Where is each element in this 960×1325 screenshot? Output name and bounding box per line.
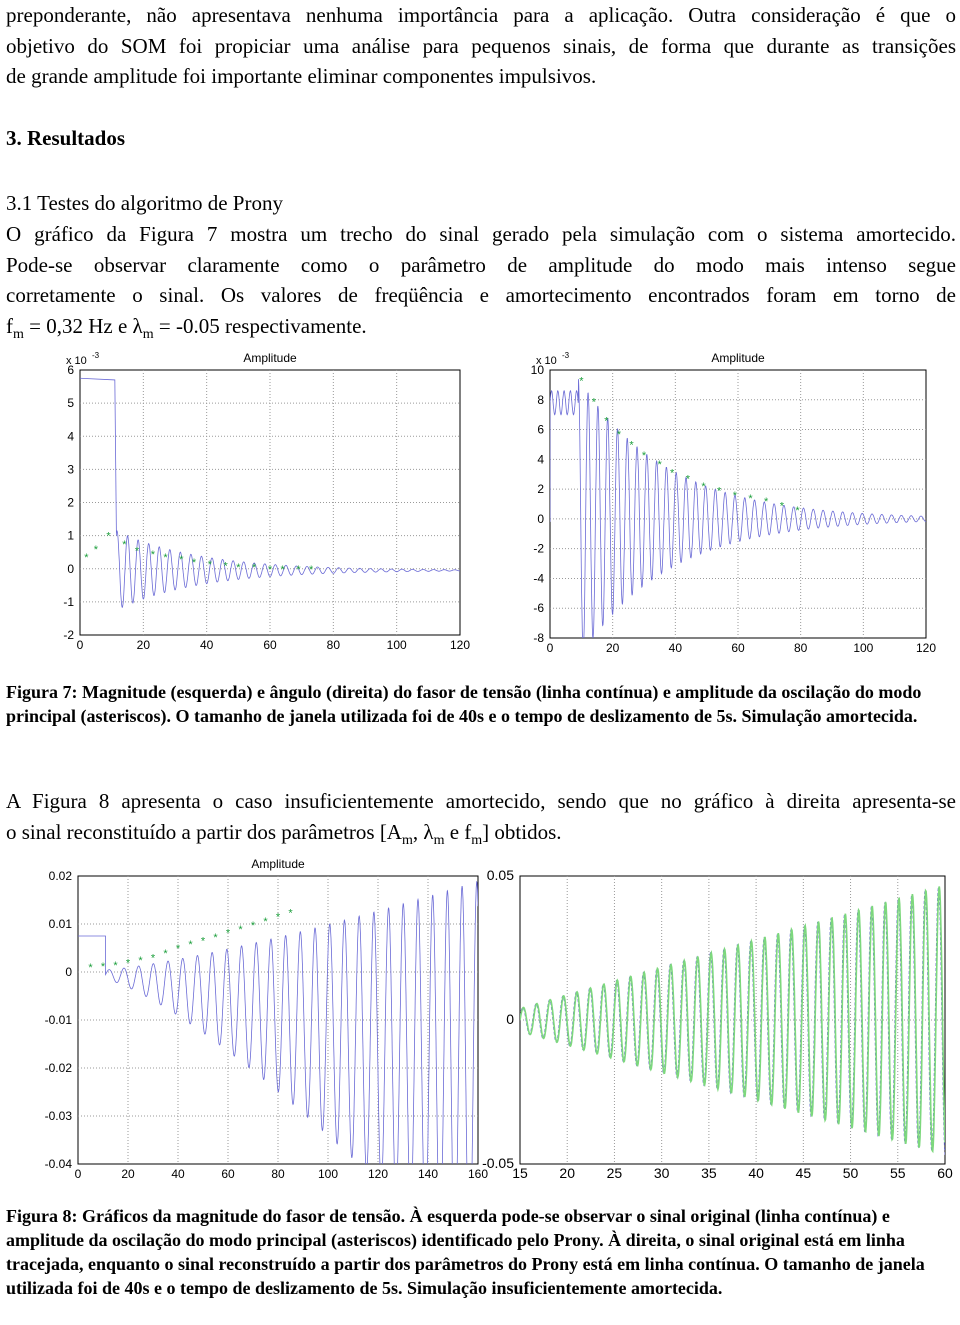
data-point-asterisk: *: [236, 562, 241, 575]
data-point-asterisk: *: [579, 375, 584, 388]
y-tick-label: -0.05: [482, 1155, 514, 1171]
x-tick-label: 60: [731, 641, 745, 655]
data-point-asterisk: *: [134, 545, 140, 558]
results-paragraph: [6, 219, 956, 350]
y-tick-label: -2: [63, 628, 74, 642]
data-point-asterisk: *: [748, 493, 753, 506]
text-line: objetivo do SOM foi propiciar uma análise para pequenos sinais, de forma que durante as transições: [6, 33, 956, 58]
data-point-asterisk: *: [125, 957, 131, 970]
x-tick-label: 100: [317, 1167, 339, 1181]
x-tick-label: 0: [546, 641, 554, 655]
y-tick-label: 0: [506, 1011, 514, 1027]
y-tick-label: -4: [533, 571, 544, 586]
data-point-asterisk: *: [717, 485, 722, 498]
intro-paragraph: [6, 0, 956, 92]
y-tick-label: 0: [67, 561, 74, 576]
x-tick-label: 30: [653, 1165, 670, 1181]
data-point-asterisk: *: [275, 911, 281, 924]
data-point-asterisk: *: [701, 481, 706, 494]
data-point-asterisk: *: [685, 473, 691, 486]
data-point-asterisk: *: [288, 907, 293, 920]
data-point-asterisk: *: [213, 931, 218, 944]
data-point-asterisk: *: [200, 935, 206, 948]
data-point-asterisk: *: [267, 563, 273, 576]
plot-frame: [550, 370, 926, 638]
data-point-asterisk: *: [179, 553, 184, 566]
x-tick-label: 140: [417, 1167, 439, 1181]
y-tick-label: 2: [67, 495, 74, 510]
data-point-asterisk: *: [188, 939, 193, 952]
data-point-asterisk: *: [591, 396, 597, 409]
x-tick-label: 50: [842, 1165, 859, 1181]
x-tick-label: 100: [386, 638, 407, 652]
text-line: de grande amplitude foi importante eliminar componentes impulsivos.: [6, 64, 597, 88]
x-tick-label: 20: [559, 1165, 576, 1181]
x-tick-label: 60: [937, 1165, 953, 1181]
x-tick-label: 55: [889, 1165, 906, 1181]
data-point-asterisk: *: [238, 923, 243, 936]
data-point-asterisk: *: [657, 458, 662, 471]
x-tick-label: 40: [668, 641, 683, 655]
exponent-label: x 10: [66, 355, 87, 367]
y-tick-label: 5: [67, 396, 74, 411]
exponent-label: x 10: [536, 355, 557, 367]
data-point-asterisk: *: [106, 530, 111, 543]
x-tick-label: 40: [171, 1167, 185, 1181]
data-point-asterisk: *: [84, 552, 89, 565]
data-point-asterisk: *: [296, 563, 301, 576]
x-tick-label: 160: [467, 1167, 489, 1181]
y-tick-label: 6: [537, 422, 544, 437]
x-tick-label: 120: [367, 1167, 389, 1181]
x-tick-label: 60: [263, 638, 277, 652]
text-line: preponderante, não apresentava nenhuma importância para a aplicação. Outra consideração é que o: [6, 3, 956, 27]
y-tick-label: 8: [537, 392, 544, 407]
data-point-asterisk: *: [252, 562, 257, 575]
x-tick-label: 80: [326, 638, 341, 652]
y-tick-label: -8: [533, 631, 544, 645]
data-point-asterisk: *: [764, 496, 769, 509]
x-tick-label: 80: [271, 1167, 285, 1181]
y-tick-label: 10: [530, 363, 544, 377]
data-point-asterisk: *: [795, 504, 800, 517]
x-tick-label: 0: [76, 638, 84, 652]
subscript: m: [13, 326, 24, 342]
data-point-asterisk: *: [207, 558, 212, 571]
y-tick-label: -2: [533, 541, 544, 556]
y-tick-label: 0.05: [486, 867, 514, 883]
data-point-asterisk: *: [280, 563, 285, 576]
x-tick-label: 40: [748, 1165, 764, 1181]
text-fragment: ] obtidos.: [482, 819, 562, 844]
y-tick-label: 0.01: [48, 917, 72, 931]
data-point-asterisk: *: [641, 449, 647, 462]
exponent-power: -3: [92, 351, 100, 360]
x-tick-label: 45: [795, 1165, 812, 1181]
subscript: m: [142, 326, 154, 342]
y-tick-label: 3: [67, 462, 74, 477]
x-tick-label: 20: [605, 641, 620, 655]
data-point-asterisk: *: [88, 962, 93, 975]
data-point-asterisk: *: [250, 919, 256, 932]
text-line: Pode-se observar claramente como o parâmetro de amplitude do modo mais intenso segue: [6, 252, 956, 277]
data-point-asterisk: *: [122, 538, 127, 551]
data-point-asterisk: *: [616, 429, 622, 442]
y-tick-label: -0.04: [44, 1157, 72, 1171]
x-tick-label: 20: [136, 638, 151, 652]
data-point-asterisk: *: [309, 563, 314, 576]
chart-title: Amplitude: [243, 351, 297, 365]
data-point-asterisk: *: [175, 943, 181, 955]
figure8-right-chart: [480, 846, 953, 1186]
text-line: A Figura 8 apresenta o caso insuficientemente amortecido, sendo que no gráfico à direita apresenta-se: [6, 789, 956, 813]
subscript: m: [471, 832, 483, 848]
y-tick-label: 0.02: [48, 869, 72, 883]
figure8-left-chart: [20, 846, 490, 1186]
y-tick-label: 6: [67, 363, 74, 377]
subsection-heading: [6, 188, 956, 219]
text-fragment: f: [6, 313, 13, 338]
y-tick-label: -0.01: [44, 1013, 72, 1027]
data-point-asterisk: *: [225, 927, 231, 940]
section-heading: 3. Resultados: [6, 126, 126, 150]
data-point-asterisk: *: [191, 557, 197, 570]
data-point-asterisk: *: [163, 552, 168, 565]
text-line: [6, 311, 956, 351]
data-point-asterisk: *: [100, 961, 106, 974]
x-tick-label: 100: [853, 641, 874, 655]
y-tick-label: 0: [65, 965, 72, 979]
x-tick-label: 120: [915, 641, 937, 655]
figure8-caption: Figura 8: Gráficos da magnitude do fasor de tensão. À esquerda pode-se observar o sinal original (linha contínua) e amplitude da oscilação do modo principal (asteriscos) identificado pelo Prony. À direita, o sinal original está em linha tracejada, enquanto o sinal reconstruído a partir dos parâmetros do Prony está em linha contínua. O tamanho de janela utilizada foi de 40s e o tempo de deslizamento de 5s. Simulação insuficientemente amortecida.: [6, 1206, 925, 1298]
subscript: m: [433, 832, 445, 848]
data-point-asterisk: *: [779, 500, 785, 513]
x-tick-label: 15: [512, 1165, 528, 1181]
text-line: O gráfico da Figura 7 mostra um trecho do sinal gerado pela simulação com o sistema amortecido.: [6, 222, 956, 246]
data-point-asterisk: *: [604, 415, 609, 428]
figure7-left-chart: [40, 346, 470, 658]
figure7-right-chart: [500, 346, 940, 658]
data-point-asterisk: *: [93, 543, 98, 556]
x-tick-label: 60: [221, 1167, 235, 1181]
x-tick-label: 40: [199, 638, 214, 652]
data-point-asterisk: *: [732, 490, 738, 503]
y-tick-label: -6: [533, 601, 544, 616]
x-tick-label: 0: [74, 1167, 82, 1181]
data-point-asterisk: *: [223, 560, 228, 573]
data-point-asterisk: *: [150, 952, 156, 965]
x-tick-label: 25: [606, 1165, 623, 1181]
x-tick-label: 20: [121, 1167, 135, 1181]
subscript: m: [401, 832, 413, 848]
exponent-power: -3: [562, 351, 570, 360]
data-point-asterisk: *: [263, 916, 268, 929]
data-point-asterisk: *: [670, 467, 675, 480]
data-point-asterisk: *: [163, 947, 168, 960]
chart-title: Amplitude: [251, 857, 305, 871]
data-point-asterisk: *: [150, 548, 155, 561]
text-fragment: o sinal reconstituído a partir dos parâmetros [A: [6, 819, 402, 844]
text-fragment: = 0,32 Hz e λ: [23, 313, 143, 338]
figure7-caption: Figura 7: Magnitude (esquerda) e ângulo (direita) do fasor de tensão (linha contínua) e amplitude da oscilação do modo principal (asteriscos). O tamanho de janela utilizada foi de 40s e o tempo de deslizamento de 5s. Simulação amortecida.: [6, 682, 922, 726]
chart-title: Amplitude: [711, 351, 765, 365]
text-fragment: = -0.05 respectivamente.: [153, 313, 367, 338]
text-line: corretamente o sinal. Os valores de freqüência e amortecimento encontrados foram em torno de: [6, 283, 956, 307]
y-tick-label: 4: [67, 429, 74, 444]
y-tick-label: 0: [537, 511, 544, 526]
data-point-asterisk: *: [138, 955, 143, 967]
y-tick-label: 4: [537, 452, 544, 467]
text-fragment: , λ: [412, 819, 434, 844]
x-tick-label: 120: [449, 638, 471, 652]
text-fragment: e f: [444, 819, 472, 844]
x-tick-label: 35: [701, 1165, 717, 1181]
subsection-title: 3.1 Testes do algoritmo de Prony: [6, 191, 283, 215]
data-point-asterisk: *: [113, 959, 118, 972]
y-tick-label: -0.03: [44, 1109, 72, 1123]
data-point-asterisk: *: [629, 439, 634, 452]
y-tick-label: 2: [537, 482, 544, 497]
x-tick-label: 80: [793, 641, 808, 655]
y-tick-label: -1: [63, 594, 74, 609]
y-tick-label: 1: [67, 528, 74, 543]
y-tick-label: -0.02: [44, 1061, 72, 1075]
